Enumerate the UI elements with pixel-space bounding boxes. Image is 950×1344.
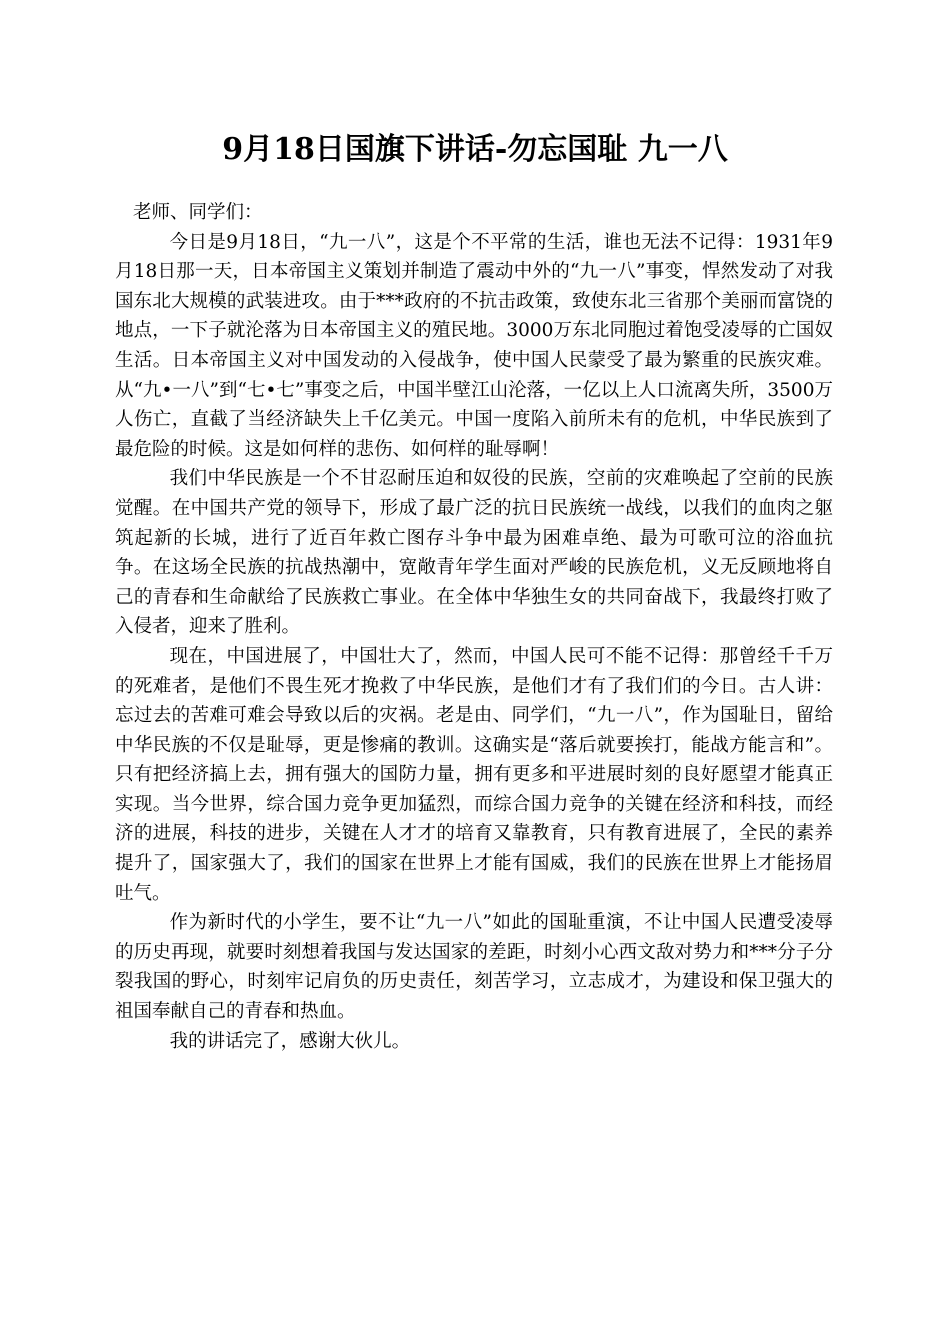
paragraph-4: 作为新时代的小学生，要不让“九一八”如此的国耻重演，不让中国人民遭受凌辱的历史再现，就要时刻想着我国与发达国家的差距，时刻小心西文敌对势力和***分子分裂我国的野心，时刻牢记肩负的历史责任，刻苦学习，立志成才，为建设和保卫强大的祖国奉献自己的青春和热血。 <box>115 912 833 1023</box>
paragraph-3: 现在，中国进展了，中国壮大了，然而，中国人民可不能不记得：那曾经千千万的死难者，是他们不畏生死才挽救了中华民族，是他们才有了我们们的今日。古人讲：忘过去的苦难可难会导致以后的灾祸。老是由、同学们，“九一八”，作为国耻日，留给中华民族的不仅是耻辱，更是惨痛的教训。这确实是“落后就要挨打，能战方能言和”。只有把经济搞上去，拥有强大的国防力量，拥有更多和平进展时刻的良好愿望才能真正实现。当今世界，综合国力竞争更加猛烈，而综合国力竞争的关键在经济和科技，而经济的进展，科技的进步，关键在人才才的培育又靠教育，只有教育进展了，全民的素养提升了，国家强大了，我们的国家在世界上才能有国威，我们的民族在世界上才能扬眉吐气。 <box>115 645 833 904</box>
paragraph-1: 今日是9月18日，“九一八”，这是个不平常的生活，谁也无法不记得：1931年9月18日那一天，日本帝国主义策划并制造了震动中外的“九一八”事变，悍然发动了对我国东北大规模的武装进攻。由于***政府的不抗击政策，致使东北三省那个美丽而富饶的地点，一下子就沦落为日本帝国主义的殖民地。3000万东北同胞过着饱受凌辱的亡国奴生活。日本帝国主义对中国发动的入侵战争，使中国人民蒙受了最为繁重的民族灾难。从“九•一八”到“七•七”事变之后，中国半壁江山沦落，一亿以上人口流离失所，3500万人伤亡，直截了当经济缺失上千亿美元。中国一度陷入前所未有的危机，中华民族到了最危险的时候。这是如何样的悲伤、如何样的耻辱啊！ <box>115 231 833 460</box>
document-title: 9月18日国旗下讲话-勿忘国耻 九一八 <box>222 132 728 167</box>
document-body <box>115 198 833 1056</box>
paragraph-2: 我们中华民族是一个不甘忍耐压迫和奴役的民族，空前的灾难唤起了空前的民族觉醒。在中国共产党的领导下，形成了最广泛的抗日民族统一战线，以我们的血肉之躯筑起新的长城，进行了近百年救亡图存斗争中最为困难卓绝、最为可歌可泣的浴血抗争。在这场全民族的抗战热潮中，宽敞青年学生面对严峻的民族危机，义无反顾地将自己的青春和生命献给了民族救亡事业。在全体中华独生女的共同奋战下，我最终打败了入侵者，迎来了胜利。 <box>115 468 833 638</box>
paragraph-5: 我的讲话完了，感谢大伙儿。 <box>169 1030 411 1052</box>
salutation: 老师、同学们： <box>133 202 263 223</box>
